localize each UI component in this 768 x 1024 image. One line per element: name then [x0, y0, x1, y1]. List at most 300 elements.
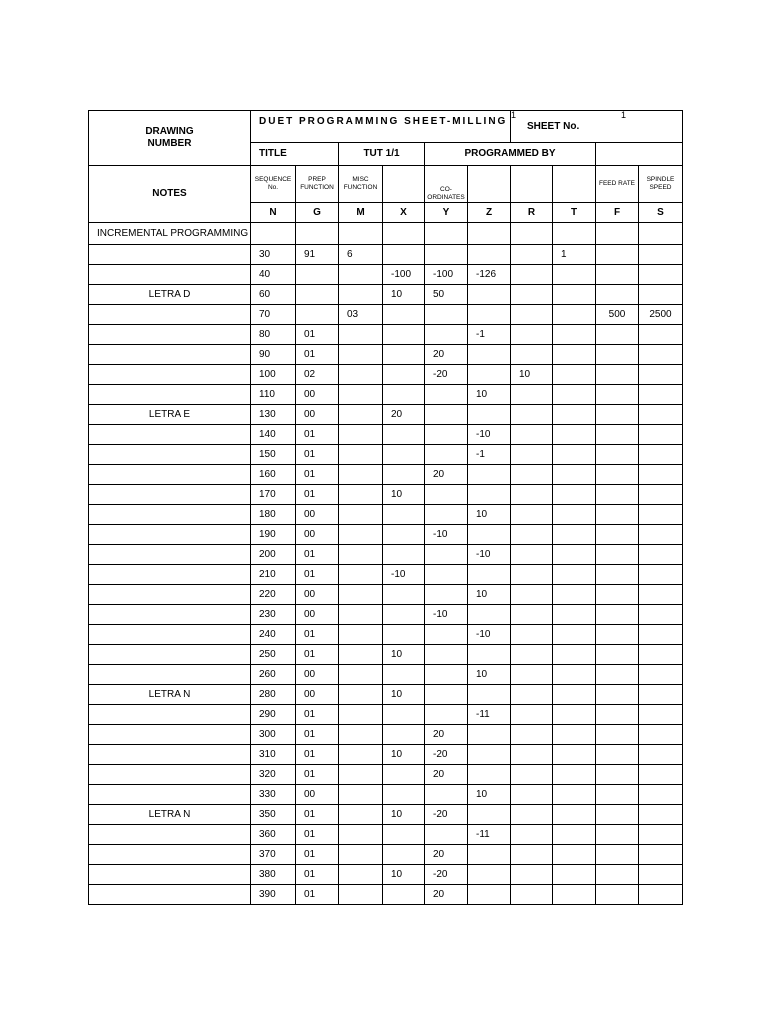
cell-n: 150: [251, 445, 296, 465]
cell-x: -100: [383, 265, 425, 285]
cell-t: [553, 525, 596, 545]
row-note: [89, 465, 251, 485]
cell-z: 10: [468, 505, 511, 525]
cell-x: [383, 425, 425, 445]
cell-x: [383, 385, 425, 405]
sheet-no-cell: [511, 111, 683, 143]
cell-z: [468, 605, 511, 625]
cell-s: [639, 825, 683, 845]
cell-m: [339, 445, 383, 465]
cell-s: [639, 585, 683, 605]
table-row: [89, 485, 683, 505]
cell-r: [511, 425, 553, 445]
drawing-number-cell: [89, 111, 251, 166]
cell-r: [511, 585, 553, 605]
cell-r: [511, 645, 553, 665]
table-row: [89, 465, 683, 485]
cell-r: [511, 385, 553, 405]
table-row: [89, 725, 683, 745]
cell-g: 02: [296, 365, 339, 385]
cell-m: [339, 425, 383, 445]
cell-r: [511, 485, 553, 505]
cell-r: [511, 285, 553, 305]
cell-m: [339, 725, 383, 745]
cell-s: [639, 785, 683, 805]
cell-f: [596, 645, 639, 665]
cell-y: -100: [425, 265, 468, 285]
row-note: [89, 885, 251, 905]
cell-m: [339, 745, 383, 765]
cell-t: [553, 845, 596, 865]
cell-z: [468, 805, 511, 825]
cell-t: [553, 885, 596, 905]
cell-s: [639, 405, 683, 425]
cell-x: 10: [383, 285, 425, 305]
cell-t: [553, 865, 596, 885]
cell-x: [383, 825, 425, 845]
col-sub-x: [383, 166, 425, 203]
cell-g: 01: [296, 825, 339, 845]
cell-z: -11: [468, 705, 511, 725]
cell-g: [296, 223, 339, 245]
cell-x: [383, 625, 425, 645]
cell-f: [596, 405, 639, 425]
cell-y: -10: [425, 605, 468, 625]
cell-x: 10: [383, 485, 425, 505]
col-sub-t: [553, 166, 596, 203]
cell-x: -10: [383, 565, 425, 585]
cell-z: -1: [468, 325, 511, 345]
cell-x: [383, 445, 425, 465]
table-row: [89, 365, 683, 385]
cell-f: [596, 585, 639, 605]
cell-g: 01: [296, 865, 339, 885]
cell-n: 310: [251, 745, 296, 765]
cell-y: 20: [425, 725, 468, 745]
cell-t: [553, 465, 596, 485]
cell-m: [339, 325, 383, 345]
cell-x: [383, 223, 425, 245]
cell-s: 2500: [639, 305, 683, 325]
cell-s: [639, 245, 683, 265]
cell-g: 01: [296, 845, 339, 865]
cell-g: 00: [296, 525, 339, 545]
cell-t: [553, 365, 596, 385]
cell-z: [468, 565, 511, 585]
cell-s: [639, 885, 683, 905]
cell-f: [596, 525, 639, 545]
cell-z: [468, 645, 511, 665]
cell-r: [511, 725, 553, 745]
cell-g: 01: [296, 485, 339, 505]
row-note: [89, 625, 251, 645]
cell-y: [425, 485, 468, 505]
cell-n: 170: [251, 485, 296, 505]
cell-s: [639, 365, 683, 385]
col-sub-m: MISC FUNCTION: [339, 166, 383, 203]
cell-s: [639, 845, 683, 865]
cell-s: [639, 265, 683, 285]
cell-m: [339, 285, 383, 305]
cell-x: 10: [383, 745, 425, 765]
row-note: [89, 605, 251, 625]
cell-m: [339, 665, 383, 685]
cell-g: [296, 285, 339, 305]
cell-y: [425, 245, 468, 265]
cell-m: [339, 585, 383, 605]
cell-m: [339, 805, 383, 825]
cell-r: [511, 265, 553, 285]
cell-t: [553, 265, 596, 285]
cell-y: [425, 305, 468, 325]
row-note: LETRA E: [89, 405, 251, 425]
cell-g: 01: [296, 425, 339, 445]
cell-y: -10: [425, 525, 468, 545]
cell-n: 350: [251, 805, 296, 825]
col-sub-g: PREP FUNCTION: [296, 166, 339, 203]
cell-x: 10: [383, 865, 425, 885]
row-note: LETRA D: [89, 285, 251, 305]
cell-y: [425, 685, 468, 705]
cell-f: [596, 865, 639, 885]
cell-m: [339, 545, 383, 565]
row-note: LETRA N: [89, 805, 251, 825]
cell-f: [596, 605, 639, 625]
cell-g: 91: [296, 245, 339, 265]
cell-y: [425, 705, 468, 725]
row-note: [89, 545, 251, 565]
corner-number-left: 1: [511, 110, 517, 120]
header-row-title: [89, 111, 683, 143]
cell-f: [596, 885, 639, 905]
cell-n: 160: [251, 465, 296, 485]
table-row: [89, 223, 683, 245]
cell-n: 360: [251, 825, 296, 845]
row-note: [89, 745, 251, 765]
table-row: [89, 705, 683, 725]
cell-t: [553, 305, 596, 325]
programmed-by-label: PROGRAMMED BY: [425, 143, 596, 166]
cell-y: 50: [425, 285, 468, 305]
cell-t: [553, 325, 596, 345]
cell-n: [251, 223, 296, 245]
cell-z: [468, 865, 511, 885]
col-letter-g: G: [296, 203, 339, 223]
cell-f: [596, 445, 639, 465]
cell-g: 01: [296, 445, 339, 465]
cell-x: [383, 785, 425, 805]
cell-g: [296, 265, 339, 285]
cell-y: 20: [425, 845, 468, 865]
cell-y: 20: [425, 465, 468, 485]
cell-z: [468, 345, 511, 365]
cell-x: [383, 465, 425, 485]
col-letter-z: Z: [468, 203, 511, 223]
row-note: [89, 265, 251, 285]
cell-m: [339, 605, 383, 625]
cell-g: 01: [296, 725, 339, 745]
cell-t: [553, 345, 596, 365]
cell-r: [511, 465, 553, 485]
cell-f: [596, 625, 639, 645]
cell-n: 200: [251, 545, 296, 565]
cell-s: [639, 705, 683, 725]
cell-y: [425, 585, 468, 605]
cell-s: [639, 223, 683, 245]
cell-x: 10: [383, 805, 425, 825]
cell-n: 130: [251, 405, 296, 425]
cell-y: [425, 223, 468, 245]
cell-g: 01: [296, 645, 339, 665]
cell-r: [511, 765, 553, 785]
programmed-by-value: [596, 143, 683, 166]
cell-s: [639, 545, 683, 565]
title-value: TUT 1/1: [339, 143, 425, 166]
col-sub-z: [468, 166, 511, 203]
cell-t: [553, 585, 596, 605]
cell-n: 300: [251, 725, 296, 745]
table-row: [89, 425, 683, 445]
cell-f: [596, 385, 639, 405]
cell-t: [553, 805, 596, 825]
cell-s: [639, 725, 683, 745]
cell-g: 00: [296, 505, 339, 525]
cell-x: [383, 505, 425, 525]
cell-n: 390: [251, 885, 296, 905]
table-row: [89, 745, 683, 765]
table-row: [89, 605, 683, 625]
table-row: [89, 865, 683, 885]
cell-n: 30: [251, 245, 296, 265]
table-row: [89, 565, 683, 585]
cell-g: 00: [296, 405, 339, 425]
cell-g: 01: [296, 465, 339, 485]
col-sub-f: FEED RATE: [596, 166, 639, 203]
row-note: [89, 305, 251, 325]
table-row: [89, 245, 683, 265]
cell-m: [339, 645, 383, 665]
cell-g: 01: [296, 745, 339, 765]
cell-f: [596, 265, 639, 285]
cell-f: [596, 365, 639, 385]
cell-z: [468, 525, 511, 545]
cell-m: [339, 625, 383, 645]
title-label: TITLE: [251, 143, 339, 166]
cell-m: [339, 785, 383, 805]
cell-y: [425, 425, 468, 445]
cell-g: 01: [296, 765, 339, 785]
cell-n: 280: [251, 685, 296, 705]
cell-n: 110: [251, 385, 296, 405]
cell-m: [339, 705, 383, 725]
cell-z: [468, 485, 511, 505]
cell-z: -10: [468, 545, 511, 565]
cell-s: [639, 565, 683, 585]
row-note: [89, 585, 251, 605]
cell-m: [339, 345, 383, 365]
cell-z: [468, 245, 511, 265]
cell-y: [425, 325, 468, 345]
cell-m: [339, 505, 383, 525]
cell-z: [468, 223, 511, 245]
cell-f: [596, 765, 639, 785]
cell-m: [339, 845, 383, 865]
cell-s: [639, 325, 683, 345]
cell-f: [596, 245, 639, 265]
cell-s: [639, 505, 683, 525]
col-letter-s: S: [639, 203, 683, 223]
table-row: [89, 325, 683, 345]
cell-z: 10: [468, 785, 511, 805]
cell-r: [511, 745, 553, 765]
cell-f: [596, 825, 639, 845]
cell-x: [383, 365, 425, 385]
cell-g: 00: [296, 385, 339, 405]
cell-r: [511, 865, 553, 885]
cell-y: [425, 545, 468, 565]
table-row: [89, 785, 683, 805]
cell-x: [383, 525, 425, 545]
drawing-number-label-1: DRAWING: [145, 126, 194, 137]
cell-m: [339, 465, 383, 485]
cell-t: [553, 605, 596, 625]
cell-z: -10: [468, 425, 511, 445]
row-note: [89, 765, 251, 785]
table-row: [89, 305, 683, 325]
cell-x: [383, 885, 425, 905]
row-note: [89, 645, 251, 665]
col-letter-t: T: [553, 203, 596, 223]
cell-s: [639, 645, 683, 665]
row-note: [89, 485, 251, 505]
table-row: [89, 285, 683, 305]
cell-t: [553, 445, 596, 465]
cell-x: 10: [383, 645, 425, 665]
cell-r: [511, 805, 553, 825]
cell-m: [339, 765, 383, 785]
cell-n: 380: [251, 865, 296, 885]
cell-n: 370: [251, 845, 296, 865]
cell-y: [425, 405, 468, 425]
cell-x: [383, 605, 425, 625]
cell-x: [383, 705, 425, 725]
cell-t: 1: [553, 245, 596, 265]
cell-f: [596, 505, 639, 525]
cell-z: [468, 465, 511, 485]
cell-f: [596, 805, 639, 825]
cell-r: [511, 825, 553, 845]
cell-y: [425, 385, 468, 405]
cell-s: [639, 385, 683, 405]
row-note: [89, 725, 251, 745]
cell-r: [511, 605, 553, 625]
cell-r: [511, 305, 553, 325]
row-note: [89, 825, 251, 845]
table-row: [89, 685, 683, 705]
cell-s: [639, 665, 683, 685]
cell-m: [339, 525, 383, 545]
cell-m: [339, 825, 383, 845]
cell-f: [596, 285, 639, 305]
cell-s: [639, 685, 683, 705]
row-note: [89, 345, 251, 365]
cell-g: 00: [296, 665, 339, 685]
cell-f: [596, 745, 639, 765]
table-row: [89, 665, 683, 685]
cell-g: 01: [296, 565, 339, 585]
cell-y: -20: [425, 745, 468, 765]
cell-r: [511, 545, 553, 565]
col-letter-m: M: [339, 203, 383, 223]
cell-n: 290: [251, 705, 296, 725]
cell-x: [383, 345, 425, 365]
cell-n: 70: [251, 305, 296, 325]
row-note: [89, 865, 251, 885]
cell-t: [553, 545, 596, 565]
cell-y: [425, 825, 468, 845]
table-row: [89, 505, 683, 525]
row-note: [89, 245, 251, 265]
cell-f: 500: [596, 305, 639, 325]
row-note: [89, 785, 251, 805]
cell-r: [511, 345, 553, 365]
cell-z: -126: [468, 265, 511, 285]
cell-r: [511, 325, 553, 345]
cell-r: [511, 845, 553, 865]
cell-y: -20: [425, 805, 468, 825]
cell-m: 03: [339, 305, 383, 325]
cell-m: [339, 405, 383, 425]
cell-m: [339, 885, 383, 905]
cell-r: [511, 505, 553, 525]
cell-x: [383, 845, 425, 865]
cell-n: 330: [251, 785, 296, 805]
cell-r: [511, 625, 553, 645]
table-row: [89, 625, 683, 645]
cell-x: [383, 245, 425, 265]
table-row: [89, 545, 683, 565]
cell-r: [511, 565, 553, 585]
cell-s: [639, 425, 683, 445]
cell-r: [511, 785, 553, 805]
cell-s: [639, 745, 683, 765]
cell-g: 01: [296, 705, 339, 725]
cell-f: [596, 345, 639, 365]
cell-y: -20: [425, 865, 468, 885]
cell-r: 10: [511, 365, 553, 385]
cell-x: [383, 545, 425, 565]
cell-t: [553, 625, 596, 645]
row-note: [89, 665, 251, 685]
column-subheader-row: [89, 166, 683, 203]
cell-n: 180: [251, 505, 296, 525]
cell-f: [596, 485, 639, 505]
cell-y: [425, 665, 468, 685]
row-note: LETRA N: [89, 685, 251, 705]
cell-t: [553, 765, 596, 785]
cell-t: [553, 385, 596, 405]
cell-f: [596, 223, 639, 245]
cell-s: [639, 285, 683, 305]
table-row: [89, 645, 683, 665]
cell-z: [468, 305, 511, 325]
cell-s: [639, 805, 683, 825]
cell-z: [468, 365, 511, 385]
cell-t: [553, 223, 596, 245]
notes-label: NOTES: [89, 166, 251, 223]
cell-t: [553, 665, 596, 685]
cell-r: [511, 245, 553, 265]
